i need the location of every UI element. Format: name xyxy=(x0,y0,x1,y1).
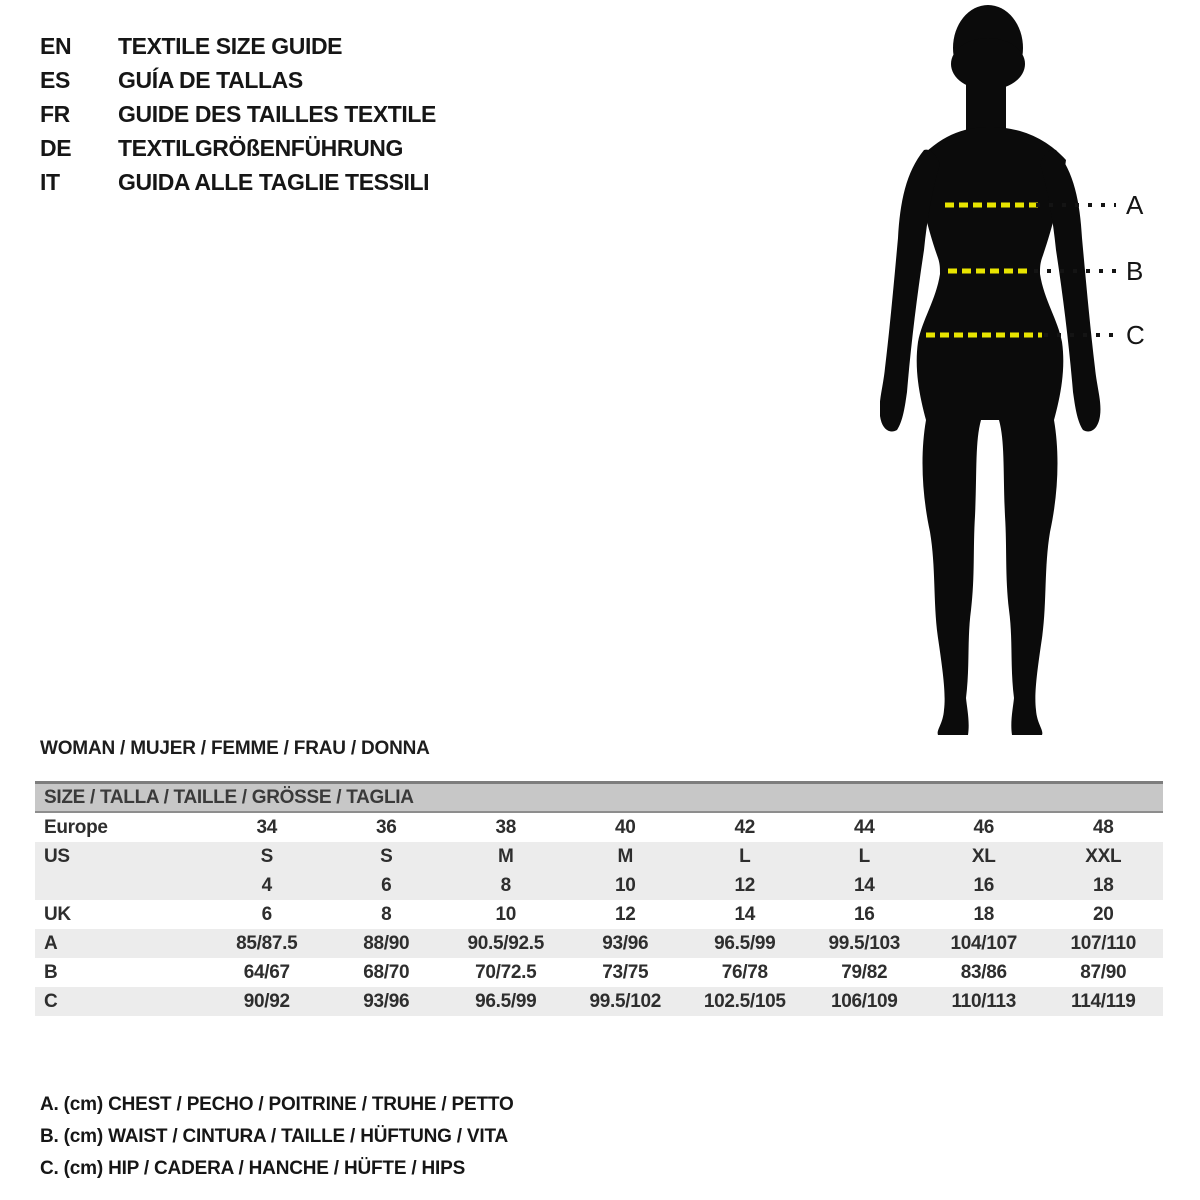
size-cell: 18 xyxy=(973,903,995,925)
legend-item-chest: A. (cm) CHEST / PECHO / POITRINE / TRUHE / PETTO xyxy=(40,1094,514,1115)
size-cell: 12 xyxy=(614,903,636,925)
size-cell: 14 xyxy=(734,903,756,925)
size-cell: 93/96 xyxy=(363,990,410,1012)
table-row-uk xyxy=(35,900,1163,929)
size-cell: 4 xyxy=(261,874,272,896)
size-cell: 46 xyxy=(973,816,995,838)
size-cell: XXL xyxy=(1085,845,1122,867)
size-cell: 107/110 xyxy=(1070,932,1137,954)
size-cell: XL xyxy=(971,845,996,867)
size-row-label: B xyxy=(44,961,58,983)
size-cell: 70/72.5 xyxy=(475,961,537,983)
size-cell: 85/87.5 xyxy=(236,932,298,954)
size-cell: 6 xyxy=(381,874,392,896)
waist-marker-label: B xyxy=(1126,256,1144,286)
size-cell: 8 xyxy=(500,874,511,896)
language-row-fr xyxy=(40,97,436,131)
measurement-legend xyxy=(40,1089,514,1185)
size-cell: 73/75 xyxy=(602,961,649,983)
size-cell: 87/90 xyxy=(1080,961,1127,983)
size-cell: 34 xyxy=(256,816,278,838)
size-cell: 10 xyxy=(614,874,636,896)
size-cell: 102.5/105 xyxy=(703,990,786,1012)
table-row-waist-b xyxy=(35,958,1163,987)
chest-marker-label: A xyxy=(1126,190,1144,220)
size-cell: 106/109 xyxy=(830,990,898,1012)
silhouette-left-leg xyxy=(923,420,981,735)
table-row-chest-a xyxy=(35,929,1163,958)
guide-title-fr: GUIDE DES TAILLES TEXTILE xyxy=(118,101,436,127)
table-row-europe xyxy=(35,813,1163,842)
woman-silhouette xyxy=(880,5,1100,735)
language-code: FR xyxy=(40,101,70,127)
size-row-label: Europe xyxy=(44,816,108,838)
guide-title-it: GUIDA ALLE TAGLIE TESSILI xyxy=(118,169,430,195)
table-row-us-letter xyxy=(35,842,1163,871)
silhouette-right-leg xyxy=(999,420,1057,735)
language-code: IT xyxy=(40,169,60,195)
language-title-list xyxy=(40,29,436,199)
size-cell: 8 xyxy=(381,903,392,925)
size-cell: 79/82 xyxy=(841,961,888,983)
size-row-label: US xyxy=(44,845,70,867)
size-cell: 99.5/103 xyxy=(828,932,901,954)
size-cell: 88/90 xyxy=(363,932,410,954)
size-cell: 18 xyxy=(1092,874,1114,896)
language-row-en xyxy=(40,29,436,63)
size-cell: 96.5/99 xyxy=(714,932,776,954)
size-cell: 6 xyxy=(261,903,272,925)
size-cell: 20 xyxy=(1092,903,1114,925)
size-table xyxy=(35,781,1163,1016)
section-title: WOMAN / MUJER / FEMME / FRAU / DONNA xyxy=(40,738,430,759)
size-row-label: UK xyxy=(44,903,71,925)
size-cell: 48 xyxy=(1092,816,1114,838)
size-cell: 99.5/102 xyxy=(589,990,662,1012)
size-cell: 42 xyxy=(734,816,756,838)
legend-item-hip: C. (cm) HIP / CADERA / HANCHE / HÜFTE / HIPS xyxy=(40,1158,466,1179)
guide-title-en: TEXTILE SIZE GUIDE xyxy=(118,33,343,59)
size-cell: 114/119 xyxy=(1071,990,1136,1012)
hip-marker-label: C xyxy=(1126,320,1145,350)
language-code: ES xyxy=(40,67,70,93)
size-cell: 44 xyxy=(853,816,875,838)
size-cell: L xyxy=(858,845,870,867)
size-cell: 76/78 xyxy=(721,961,768,983)
size-row-label: C xyxy=(44,990,58,1012)
legend-item-waist: B. (cm) WAIST / CINTURA / TAILLE / HÜFTUNG / VITA xyxy=(40,1126,508,1147)
size-cell: 96.5/99 xyxy=(475,990,537,1012)
size-cell: L xyxy=(739,845,751,867)
language-row-es xyxy=(40,63,436,97)
size-cell: 68/70 xyxy=(363,961,410,983)
size-cell: 14 xyxy=(853,874,875,896)
size-cell: 40 xyxy=(614,816,636,838)
size-cell: 104/107 xyxy=(950,932,1018,954)
language-code: EN xyxy=(40,33,72,59)
size-cell: S xyxy=(380,845,393,867)
size-cell: 110/113 xyxy=(951,990,1016,1012)
size-cell: 90.5/92.5 xyxy=(467,932,545,954)
size-cell: 64/67 xyxy=(243,961,290,983)
language-code: DE xyxy=(40,135,72,161)
size-cell: 10 xyxy=(495,903,517,925)
size-table-header: SIZE / TALLA / TAILLE / GRÖSSE / TAGLIA xyxy=(35,781,1163,813)
size-cell: 38 xyxy=(495,816,517,838)
size-cell: 90/92 xyxy=(243,990,290,1012)
guide-title-es: GUÍA DE TALLAS xyxy=(118,67,303,93)
size-row-label: A xyxy=(44,932,58,954)
size-cell: 36 xyxy=(375,816,397,838)
size-cell: 12 xyxy=(734,874,756,896)
language-row-de xyxy=(40,131,436,165)
size-cell: 83/86 xyxy=(960,961,1007,983)
table-row-us-number xyxy=(35,871,1163,900)
size-cell: 16 xyxy=(973,874,995,896)
size-cell: S xyxy=(260,845,273,867)
size-cell: 16 xyxy=(853,903,875,925)
table-row-hip-c xyxy=(35,987,1163,1016)
language-row-it xyxy=(40,165,436,199)
woman-measurement-diagram xyxy=(880,0,1200,745)
size-cell: M xyxy=(497,845,514,867)
guide-title-de: TEXTILGRÖßENFÜHRUNG xyxy=(118,135,403,161)
size-cell: M xyxy=(617,845,634,867)
size-cell: 93/96 xyxy=(602,932,649,954)
